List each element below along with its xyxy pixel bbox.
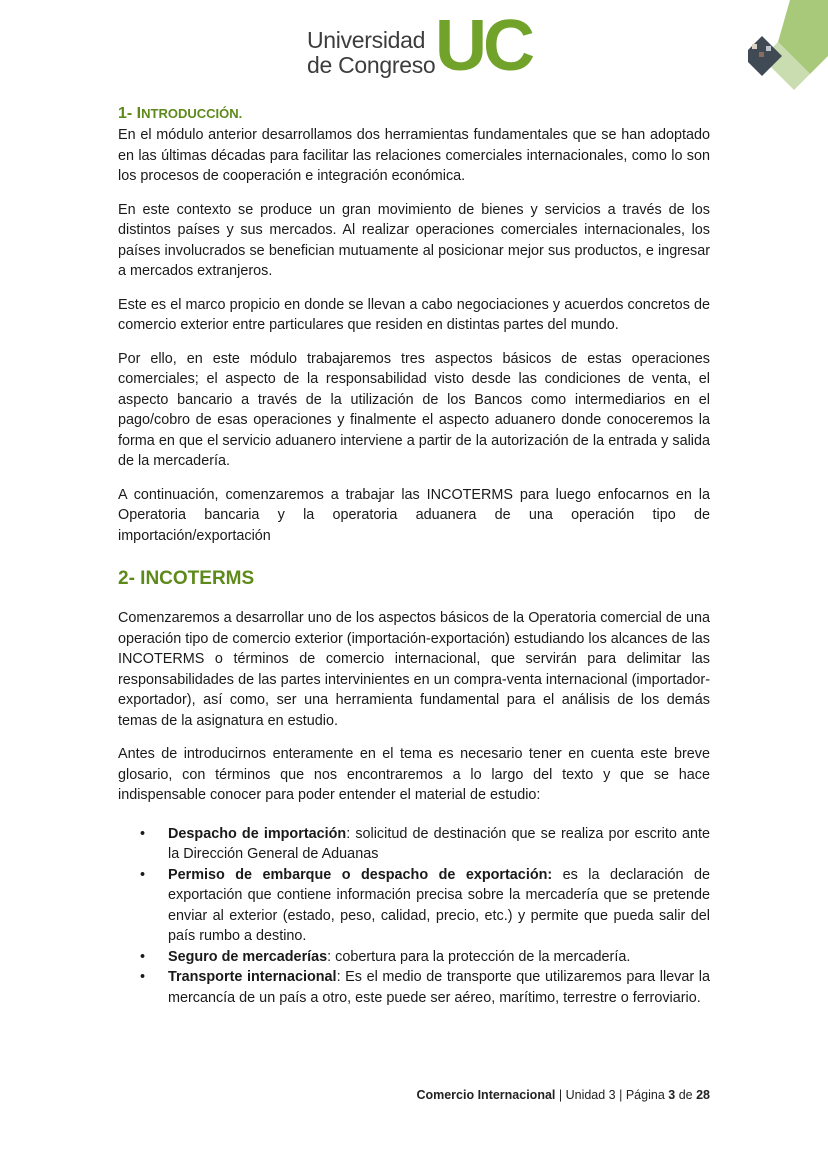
footer-unit: Unidad 3 — [565, 1088, 616, 1102]
page-content — [118, 100, 710, 1008]
list-item — [118, 967, 710, 1008]
paragraph: Por ello, en este módulo trabajaremos tres aspectos básicos de estas operaciones comerciales; el aspecto de la responsabilidad visto desde las condiciones de venta, el aspecto bancario a través de la utilización de los Bancos como intermediarios en el pago/cobro de esas operaciones y finalmente el aspecto aduanero donde conoceremos la forma en que el servicio aduanero interviene a partir de la autorización de la entrada y salida de la mercadería. — [118, 350, 710, 469]
list-item — [118, 947, 710, 968]
section-2-heading: 2- INCOTERMS — [118, 568, 255, 589]
section-1-number: 1- — [118, 105, 137, 122]
logo-wordmark — [307, 28, 435, 78]
footer-separator: | — [555, 1088, 566, 1102]
footer-page-label: Página — [625, 1088, 665, 1102]
section-1-heading — [118, 104, 710, 124]
logo-line-2: de Congreso — [307, 52, 436, 78]
footer-separator: | — [615, 1088, 626, 1102]
list-item — [118, 824, 710, 865]
bullet-icon: • — [140, 866, 146, 883]
page-footer — [416, 1088, 710, 1102]
footer-page-of: de — [678, 1088, 693, 1102]
bullet-icon: • — [140, 969, 146, 985]
glossary-definition: : Es el medio de transporte que utilizaremos para llevar la mercancía de un país a otro, este puede ser aéreo, marítimo, terrestre o ferroviario. — [168, 969, 710, 1006]
glossary-definition: : cobertura para la protección de la mercadería. — [327, 948, 631, 965]
bullet-icon: • — [140, 948, 146, 965]
footer-course: Comercio Internacional — [416, 1088, 556, 1102]
university-logo — [307, 6, 537, 86]
section-1-title-initial: I — [136, 105, 142, 122]
logo-line-1: Universidad — [307, 27, 426, 53]
glossary-term: Transporte internacional — [168, 969, 337, 985]
footer-page-total: 28 — [696, 1088, 710, 1102]
glossary-definition: es la declaración de exportación que contiene información precisa sobre la mercadería que se pretende enviar al exterior (estado, peso, calidad, precio, etc.) y permite que pueda salir del país rumbo a destino. — [168, 866, 710, 944]
logo-uc-mark: UC — [435, 6, 531, 86]
section-1-title-rest: NTRODUCCIÓN. — [141, 106, 243, 121]
glossary-term: Permiso de embarque o despacho de exportación: — [168, 866, 553, 883]
glossary-definition: : solicitud de destinación que se realiza por escrito ante la Dirección General de Aduanas — [168, 825, 711, 862]
paragraph: En el módulo anterior desarrollamos dos herramientas fundamentales que se han adoptado en las últimas décadas para facilitar las relaciones comerciales internacionales, como lo son los procesos de cooperación e integración económica. — [118, 127, 710, 184]
paragraph: Este es el marco propicio en donde se llevan a cabo negociaciones y acuerdos concretos de comercio exterior entre particulares que residen en distintas partes del mundo. — [118, 296, 710, 333]
glossary-term: Seguro de mercaderías — [168, 948, 328, 965]
paragraph: Antes de introducirnos enteramente en el tema es necesario tener en cuenta este breve glosario, con términos que nos encontraremos a lo largo del texto y que se hace indispensable conocer para poder entender el material de estudio: — [118, 746, 710, 803]
diamond-photo-corner-icon — [748, 0, 828, 100]
paragraph: Comenzaremos a desarrollar uno de los aspectos básicos de la Operatoria comercial de una operación tipo de comercio exterior (importación-exportación) estudiando los alcances de las INCOTERMS o términos de comercio internacional, que servirán para delimitar las responsabilidades de las partes intervinientes en un compra-venta internacional (importador-exportador), así como, ser una herramienta fundamental para el análisis de los demás temas de la asignatura en estudio. — [118, 610, 710, 729]
list-item — [118, 865, 710, 947]
glossary-term: Despacho de importación — [168, 825, 347, 842]
footer-page-current: 3 — [668, 1088, 676, 1102]
glossary-list — [118, 824, 710, 1009]
paragraph: En este contexto se produce un gran movimiento de bienes y servicios a través de los distintos países y sus mercados. Al realizar operaciones comerciales internacionales, los países involucrados se benefician mutuamente al posicionar mejor sus productos, e ingresar a mercados extranjeros. — [118, 201, 710, 279]
bullet-icon: • — [140, 825, 146, 842]
paragraph: A continuación, comenzaremos a trabajar las INCOTERMS para luego enfocarnos en la Operatoria bancaria y la operatoria aduanera de una operación tipo de importación/exportación — [118, 486, 710, 544]
